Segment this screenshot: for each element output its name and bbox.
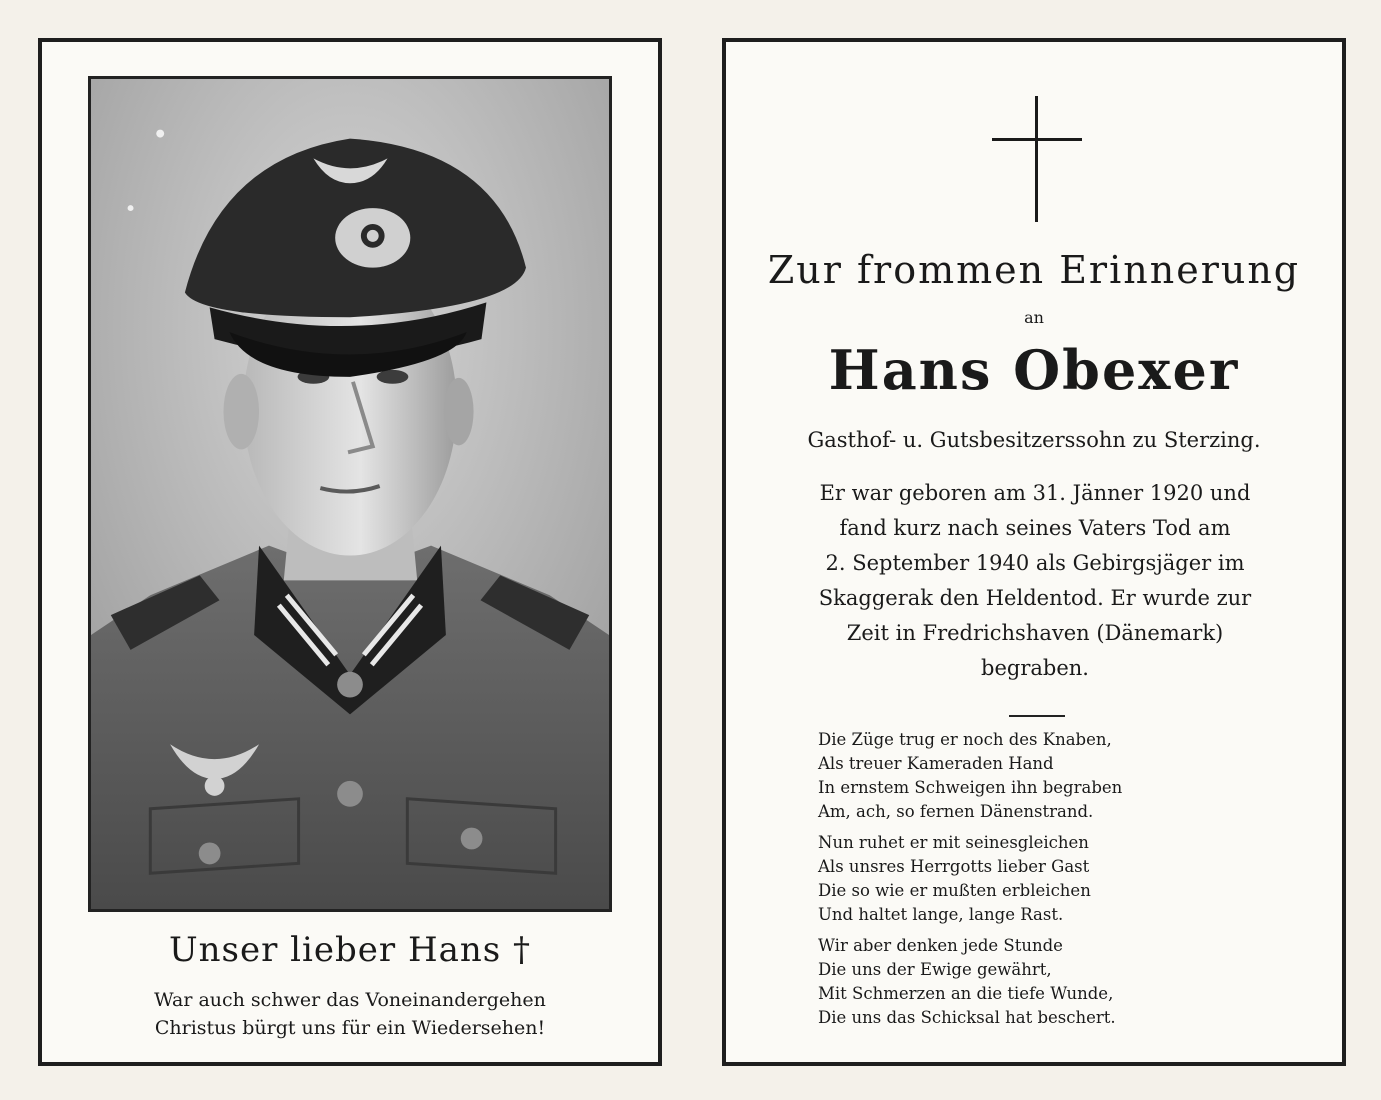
- soldier-portrait-photo: [88, 76, 612, 912]
- verse-line: War auch schwer das Voneinandergehen: [154, 989, 546, 1011]
- portrait-illustration: [91, 79, 609, 909]
- poem-line: Die uns das Schicksal hat beschert.: [818, 1008, 1116, 1027]
- poem-stanza: [818, 728, 1268, 824]
- deceased-name: Hans Obexer: [828, 338, 1240, 402]
- memorial-card-right: [722, 38, 1346, 1066]
- caption-unser-lieber-hans: Unser lieber Hans †: [168, 930, 532, 970]
- bio-line: Zeit in Fredrichshaven (Dänemark): [846, 621, 1224, 645]
- poem-stanza: [818, 831, 1268, 927]
- poem-line: Nun ruhet er mit seinesgleichen: [818, 833, 1089, 852]
- poem-line: Die Züge trug er noch des Knaben,: [818, 730, 1112, 749]
- memorial-card-left: [38, 38, 662, 1066]
- verse-line: Christus bürgt uns für ein Wiedersehen!: [154, 1017, 546, 1039]
- divider-line: [1009, 715, 1065, 717]
- poem-line: Als treuer Kameraden Hand: [818, 754, 1054, 773]
- poem-line: In ernstem Schweigen ihn begraben: [818, 778, 1123, 797]
- deceased-description: Gasthof- u. Gutsbesitzerssohn zu Sterzing.: [807, 428, 1261, 452]
- bio-line: 2. September 1940 als Gebirgsjäger im: [825, 551, 1245, 575]
- heading-zur-frommen-erinnerung: Zur frommen Erinnerung: [767, 248, 1301, 292]
- poem-stanza: [818, 934, 1268, 1030]
- farewell-verse: [42, 986, 658, 1042]
- bio-line: Er war geboren am 31. Jänner 1920 und: [819, 481, 1251, 505]
- poem-line: Die so wie er mußten erbleichen: [818, 881, 1091, 900]
- poem-line: Die uns der Ewige gewährt,: [818, 960, 1052, 979]
- poem-line: Und haltet lange, lange Rast.: [818, 905, 1064, 924]
- poem-line: Am, ach, so fernen Dänenstrand.: [818, 802, 1094, 821]
- poem-line: Wir aber denken jede Stunde: [818, 936, 1063, 955]
- bio-line: fand kurz nach seines Vaters Tod am: [839, 516, 1231, 540]
- heading-an: an: [1024, 308, 1044, 327]
- poem-line: Mit Schmerzen an die tiefe Wunde,: [818, 984, 1114, 1003]
- poem-line: Als unsres Herrgotts lieber Gast: [818, 857, 1090, 876]
- cross-icon: [992, 96, 1082, 222]
- biography-text: [762, 476, 1308, 686]
- bio-line: Skaggerak den Heldentod. Er wurde zur: [818, 586, 1252, 610]
- memorial-poem: [818, 728, 1268, 1037]
- bio-line: begraben.: [981, 656, 1089, 680]
